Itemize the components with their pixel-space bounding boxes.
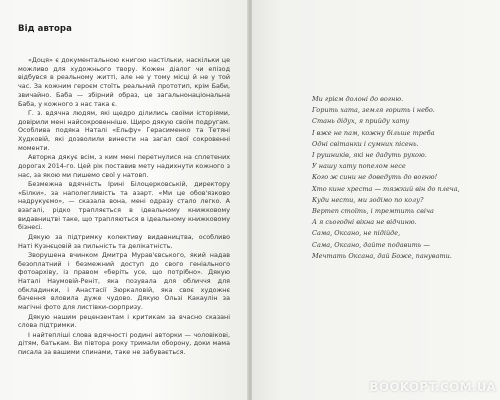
poem-line: Сама, Оксано, дайте подавить — (312, 240, 430, 249)
poem-line: Мечтать Оксана, дай Боже, панувати. (312, 251, 452, 260)
poem-line: Стань дідух, я прийду хату (312, 117, 410, 126)
paragraph: Авторка дякує всім, з ким мені перетнулися на сплетених дорогах 2014-го. Цей рік поставив мету надихнути кожного з нас, за якою ми пишемо свої у натовп. (18, 153, 230, 179)
poem-line: І вже не пам, кожну більше треба (312, 128, 435, 137)
poem-line: Кого ж сини не доведуть до вогню! (312, 173, 438, 182)
poem-line: Горить хата, земля горить і небо. (312, 106, 435, 115)
watermark: BOOKOPT.COM.UA (369, 380, 496, 394)
poem-line: Вертеп стоїть, і тремтить свіча (312, 207, 434, 216)
paragraph: Дякую за підтримку колективу видавництва, особливо Наті Кузнєцовій за пильність та делікатність. (18, 232, 230, 250)
poem-line: Куди нести, ми зодімо по колу? (312, 195, 424, 204)
poem-line: Ми грієм долоні до вогню. (312, 95, 404, 103)
poem-line: Хто кине хреста — тяжкий він до плеча, (312, 184, 460, 193)
poem-line: Одні світанки і сумних пісень. (312, 139, 419, 148)
paragraph: Зворушена вчинком Дмитра Мурав'євського, який надав безоплатний і безмежний доступ до свого геніального фотоархіву, із правом «беріть усе, що потрібно». Дякую Наталі Наумовій-Реніт, яка позувала для обличчя для обкладинки, і Анастасії Зюркаловій, яка своє художнє бачення вловила дуже чудово. Дякую Ользі Какаулін за магічні фото для листівки-сюрпризу. (18, 250, 230, 312)
poem-line: У нашу хату попелом несе (312, 162, 406, 171)
acknowledgements-text (18, 56, 230, 357)
right-page (252, 0, 500, 400)
paragraph: Безмежна вдячність Ірині Білоцерковській, директору «Білки», за наполегливість та азарт. «Ми це обов'язково надрукуємо», — сказала вона, мені одразу стало легко. А взагалі, рідко трапляється в ідеальному книжковому видавництві таке, що трапляються в ідеальному книжковому бізнесі. (18, 179, 230, 232)
paragraph: «Доця» є документальною книгою настільки, наскільки це можливо для художнього твору. Кожен діалог чи епізод відбувся в реальному житті, але не у тому місці й не у той час. За кожним героєм стоїть реальний прототип, крім Баби, звичайно. Баба — збірний образ, це загальнонаціональна Баба, у кожного з нас така є. (18, 56, 230, 108)
poem (312, 94, 492, 262)
section-title: Від автора (18, 24, 72, 34)
paragraph: Г. з. вдячна людям, які щедро ділились своїми історіями, довірили мені найсокровенніше. Щиро дякую своїм подругам. Особлива подяка Наталі «Ельфу» Герасименко та Тетяні Худковій, які дозволили винести на загал свої сокровенні моменти. (18, 108, 230, 152)
poem-line: Сама, Оксано, не підійде, (312, 229, 401, 238)
paragraph: Дякую нашим рецензентам і критикам за вчасно сказані слова підтримки. (18, 312, 230, 330)
poem-line: А я сьогодні вікна не відчиню. (312, 218, 417, 227)
poem-line: І рушників, які не дадуть рукою. (312, 151, 427, 160)
paragraph: І найтепліші слова вдячності родині авторки — чоловікові, дітям, батькам. Ви півтора року тримали оборону, доки мама писала за вашими спинами, таке не забувається. (18, 330, 230, 357)
left-page (0, 0, 248, 400)
